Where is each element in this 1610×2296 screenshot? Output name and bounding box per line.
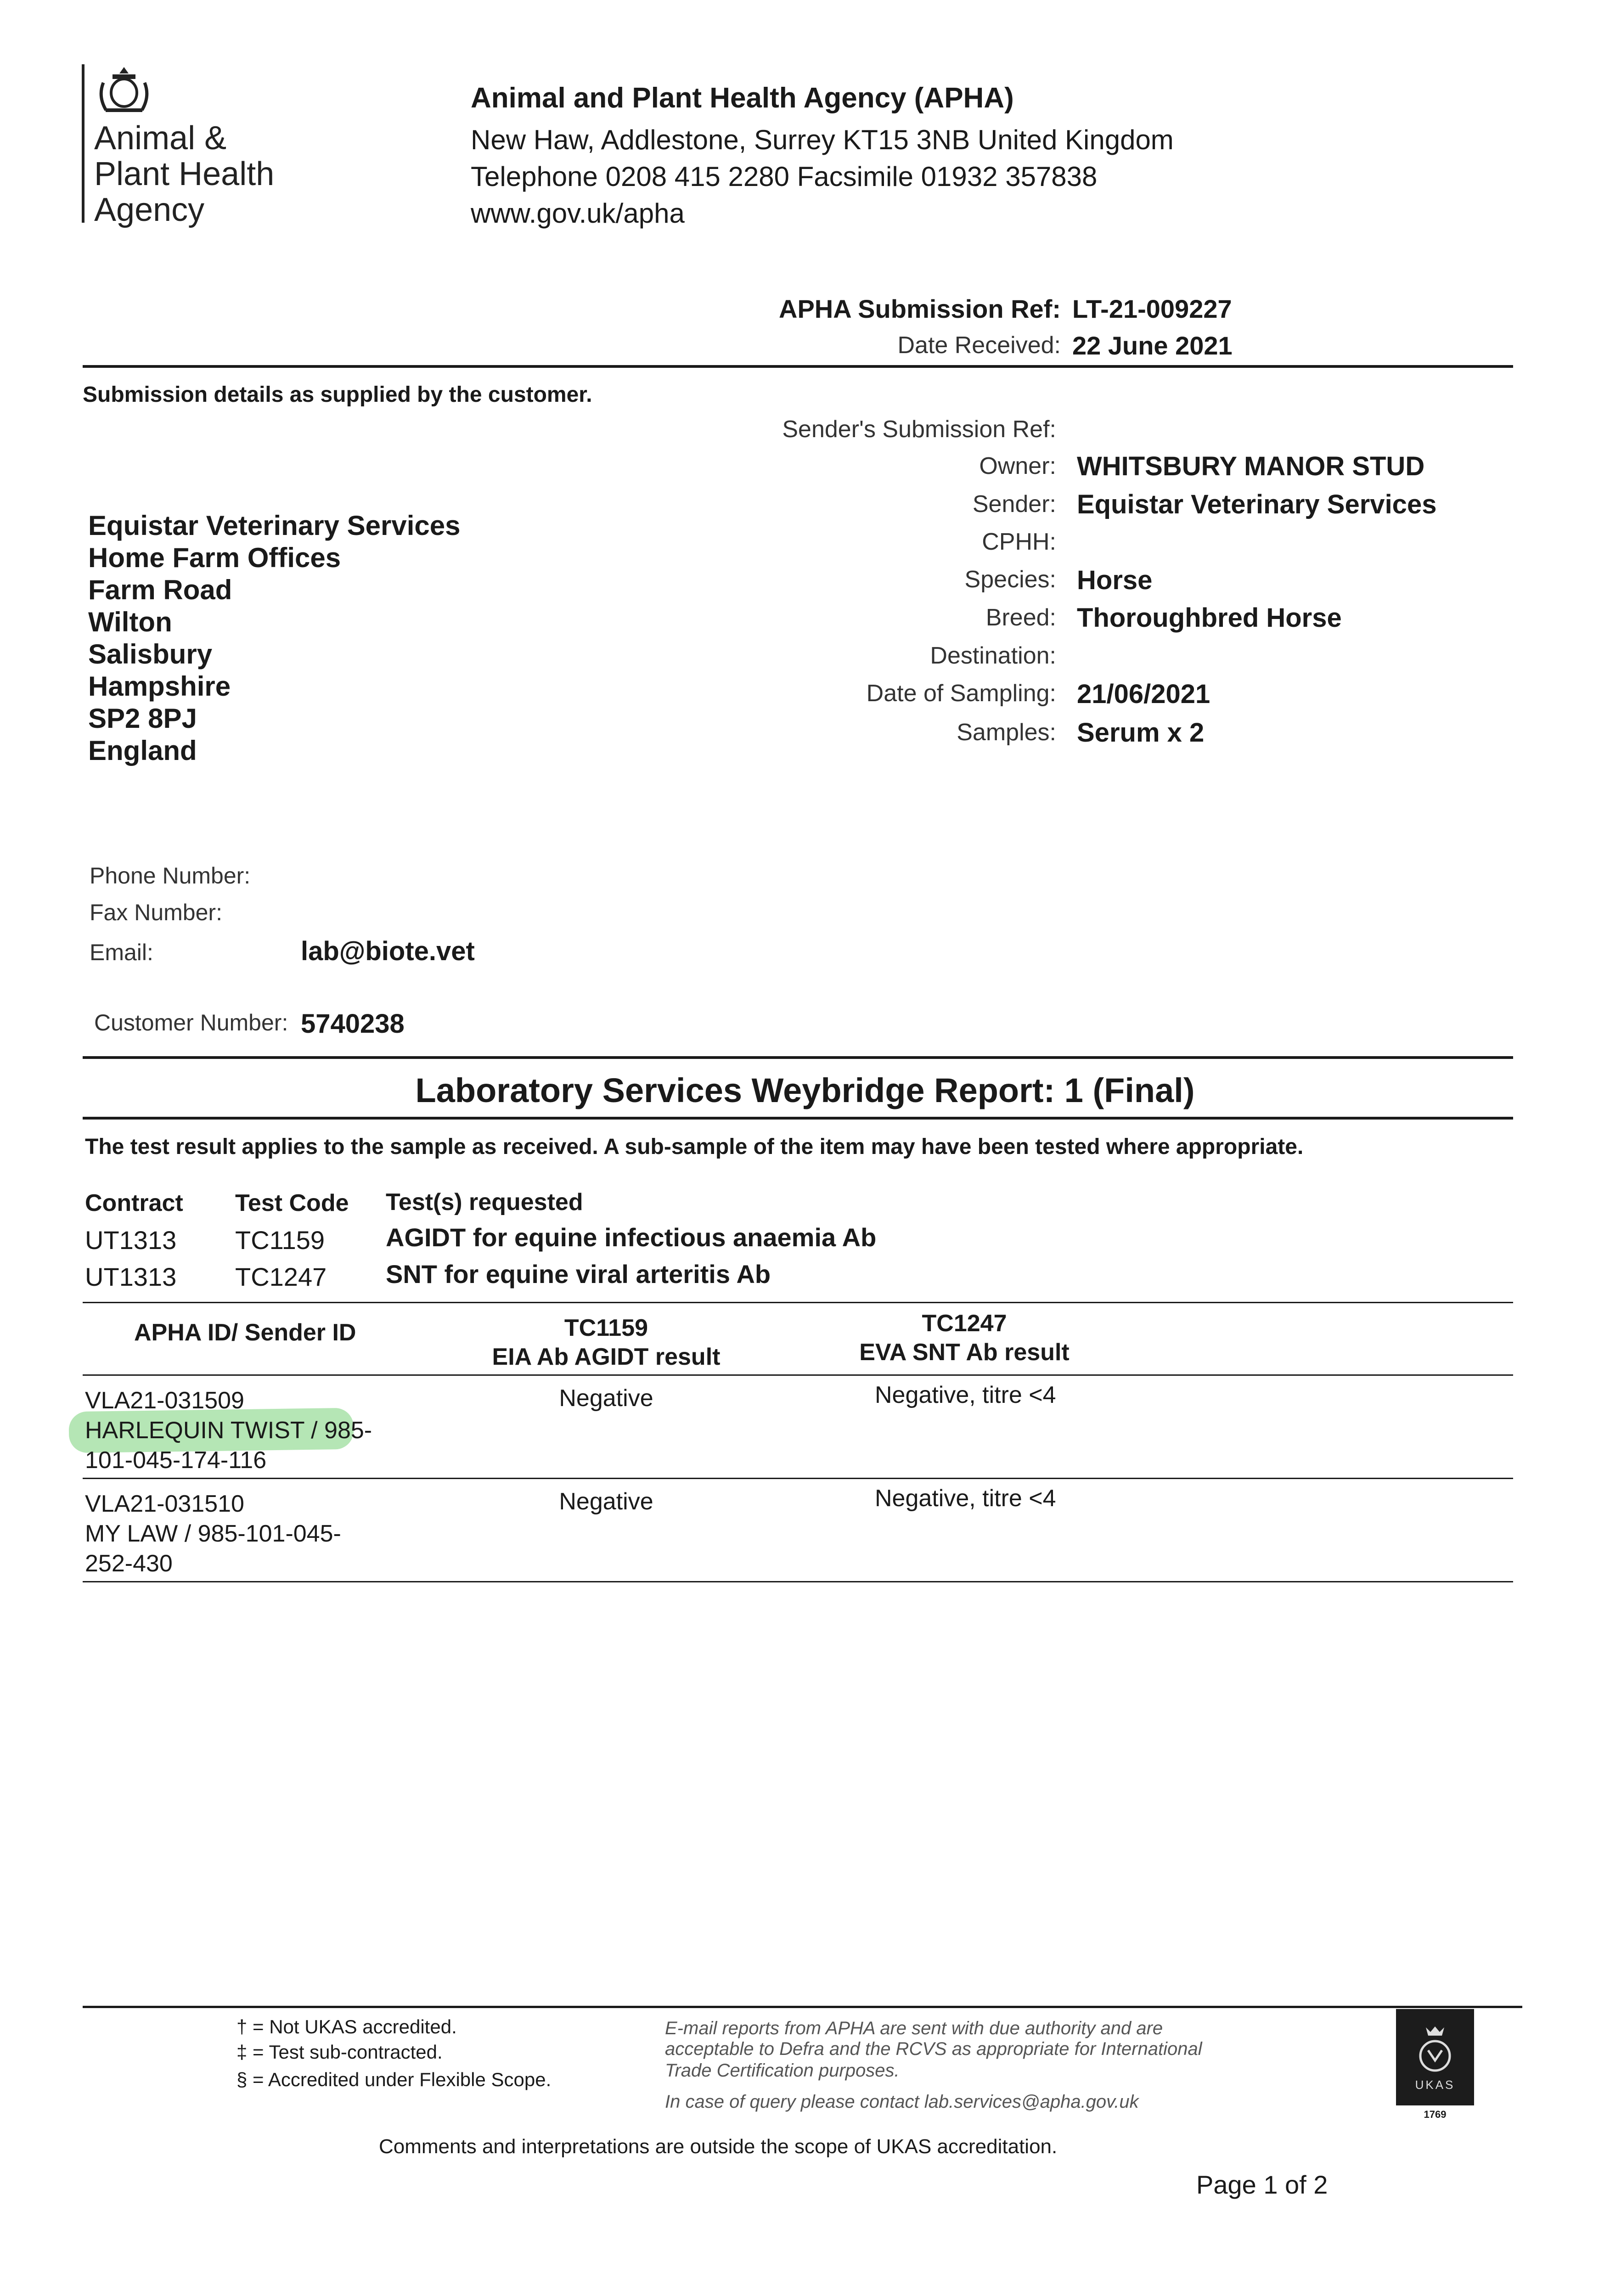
logo-rule xyxy=(82,64,84,223)
detail-label: Owner: xyxy=(979,453,1056,479)
address-line: SP2 8PJ xyxy=(88,703,197,734)
species-value: Horse xyxy=(1077,565,1153,595)
page-number: Page 1 of 2 xyxy=(1196,2170,1328,2199)
report-top-divider xyxy=(83,1056,1513,1059)
test-contract: UT1313 xyxy=(85,1262,177,1291)
sample-microchip: 101-045-174-116 xyxy=(85,1447,267,1474)
ukas-number: 1769 xyxy=(1424,2109,1447,2120)
header-divider xyxy=(83,365,1513,368)
test-requested: SNT for equine viral arteritis Ab xyxy=(386,1260,771,1289)
results-header-id: APHA ID/ Sender ID xyxy=(134,1319,356,1346)
customer-number-label: Customer Number: xyxy=(94,1010,288,1035)
sample-name: HARLEQUIN TWIST / 985- xyxy=(85,1417,372,1444)
ukas-label: UKAS xyxy=(1415,2077,1455,2092)
table-bottom-divider xyxy=(83,1581,1513,1582)
sample-id: VLA21-031509 xyxy=(85,1387,244,1414)
date-received-label: Date Received: xyxy=(897,332,1061,359)
submission-ref-label: APHA Submission Ref: xyxy=(779,294,1061,323)
detail-label: CPHH: xyxy=(982,529,1056,555)
eva-result: Negative, titre <4 xyxy=(875,1485,1056,1512)
address-line: Home Farm Offices xyxy=(88,542,341,573)
address-line: Salisbury xyxy=(88,639,213,670)
owner-value: WHITSBURY MANOR STUD xyxy=(1077,451,1425,481)
row-divider xyxy=(83,1478,1513,1479)
agency-phone: Telephone 0208 415 2280 Facsimile 01932 357838 xyxy=(471,161,1098,192)
samples-value: Serum x 2 xyxy=(1077,718,1205,748)
email-label: Email: xyxy=(90,940,153,965)
email-note-line: E-mail reports from APHA are sent with due authority and are xyxy=(665,2018,1163,2038)
tests-header-code: Test Code xyxy=(235,1190,349,1216)
address-line: England xyxy=(88,735,197,766)
footer-divider xyxy=(83,2006,1522,2008)
sampling-date-value: 21/06/2021 xyxy=(1077,679,1210,709)
fax-label: Fax Number: xyxy=(90,900,222,925)
detail-label: Date of Sampling: xyxy=(866,680,1056,707)
email-note-line: acceptable to Defra and the RCVS as appropriate for International xyxy=(665,2039,1202,2059)
agency-address: New Haw, Addlestone, Surrey KT15 3NB United Kingdom xyxy=(471,124,1174,155)
sender-value: Equistar Veterinary Services xyxy=(1077,490,1437,519)
submission-ref-value: LT-21-009227 xyxy=(1072,294,1232,323)
address-line: Equistar Veterinary Services xyxy=(88,510,461,541)
detail-label: Breed: xyxy=(985,604,1056,631)
email-value: lab@biote.vet xyxy=(301,936,475,966)
test-code: TC1159 xyxy=(235,1226,325,1255)
customer-caption: Submission details as supplied by the customer. xyxy=(83,383,592,407)
agency-title: Animal and Plant Health Agency (APHA) xyxy=(471,82,1014,114)
address-line: Farm Road xyxy=(88,574,232,605)
sample-microchip: 252-430 xyxy=(85,1550,173,1577)
date-received-value: 22 June 2021 xyxy=(1072,331,1233,360)
phone-label: Phone Number: xyxy=(90,863,251,889)
test-contract: UT1313 xyxy=(85,1226,177,1255)
detail-label: Sender: xyxy=(972,491,1056,518)
agency-website: www.gov.uk/apha xyxy=(471,198,685,229)
eva-result: Negative, titre <4 xyxy=(875,1382,1056,1408)
results-header-eia-code: TC1159 xyxy=(564,1315,648,1341)
tests-header-requested: Test(s) requested xyxy=(386,1189,583,1216)
royal-crest-icon xyxy=(94,64,154,115)
eia-result: Negative xyxy=(559,1385,653,1412)
results-header-eva-name: EVA SNT Ab result xyxy=(859,1339,1070,1366)
address-line: Wilton xyxy=(88,607,172,637)
report-title: Laboratory Services Weybridge Report: 1 (Final) xyxy=(415,1071,1195,1109)
results-header-divider xyxy=(83,1374,1513,1376)
agency-line-2: Plant Health xyxy=(94,156,275,192)
legend-subcontracted: ‡ = Test sub-contracted. xyxy=(236,2041,443,2063)
ukas-crown-icon xyxy=(1410,2023,1460,2078)
ukas-comments: Comments and interpretations are outside the scope of UKAS accreditation. xyxy=(379,2135,1058,2158)
test-requested: AGIDT for equine infectious anaemia Ab xyxy=(386,1223,877,1252)
legend-flexible-scope: § = Accredited under Flexible Scope. xyxy=(236,2069,552,2090)
query-note: In case of query please contact lab.services@apha.gov.uk xyxy=(665,2092,1139,2112)
legend-not-accredited: † = Not UKAS accredited. xyxy=(236,2016,457,2037)
sample-name: MY LAW / 985-101-045- xyxy=(85,1520,341,1547)
detail-label: Sender's Submission Ref: xyxy=(782,416,1056,443)
tests-header-contract: Contract xyxy=(85,1190,183,1216)
test-code: TC1247 xyxy=(235,1262,327,1291)
tests-divider xyxy=(83,1302,1513,1303)
agency-line-1: Animal & xyxy=(94,120,227,157)
agency-line-3: Agency xyxy=(94,191,205,228)
address-line: Hampshire xyxy=(88,671,231,702)
detail-label: Destination: xyxy=(930,642,1056,669)
report-note: The test result applies to the sample as received. A sub-sample of the item may have been tested where appropriate. xyxy=(85,1135,1304,1159)
report-title-divider xyxy=(83,1117,1513,1120)
detail-label: Samples: xyxy=(957,719,1056,746)
email-note-line: Trade Certification purposes. xyxy=(665,2060,900,2081)
detail-label: Species: xyxy=(964,566,1056,593)
breed-value: Thoroughbred Horse xyxy=(1077,603,1342,633)
eia-result: Negative xyxy=(559,1488,653,1515)
results-header-eva-code: TC1247 xyxy=(922,1310,1007,1337)
sample-id: VLA21-031510 xyxy=(85,1491,244,1517)
ukas-logo xyxy=(1396,2009,1474,2105)
customer-number-value: 5740238 xyxy=(301,1009,405,1039)
results-header-eia-name: EIA Ab AGIDT result xyxy=(492,1344,721,1370)
